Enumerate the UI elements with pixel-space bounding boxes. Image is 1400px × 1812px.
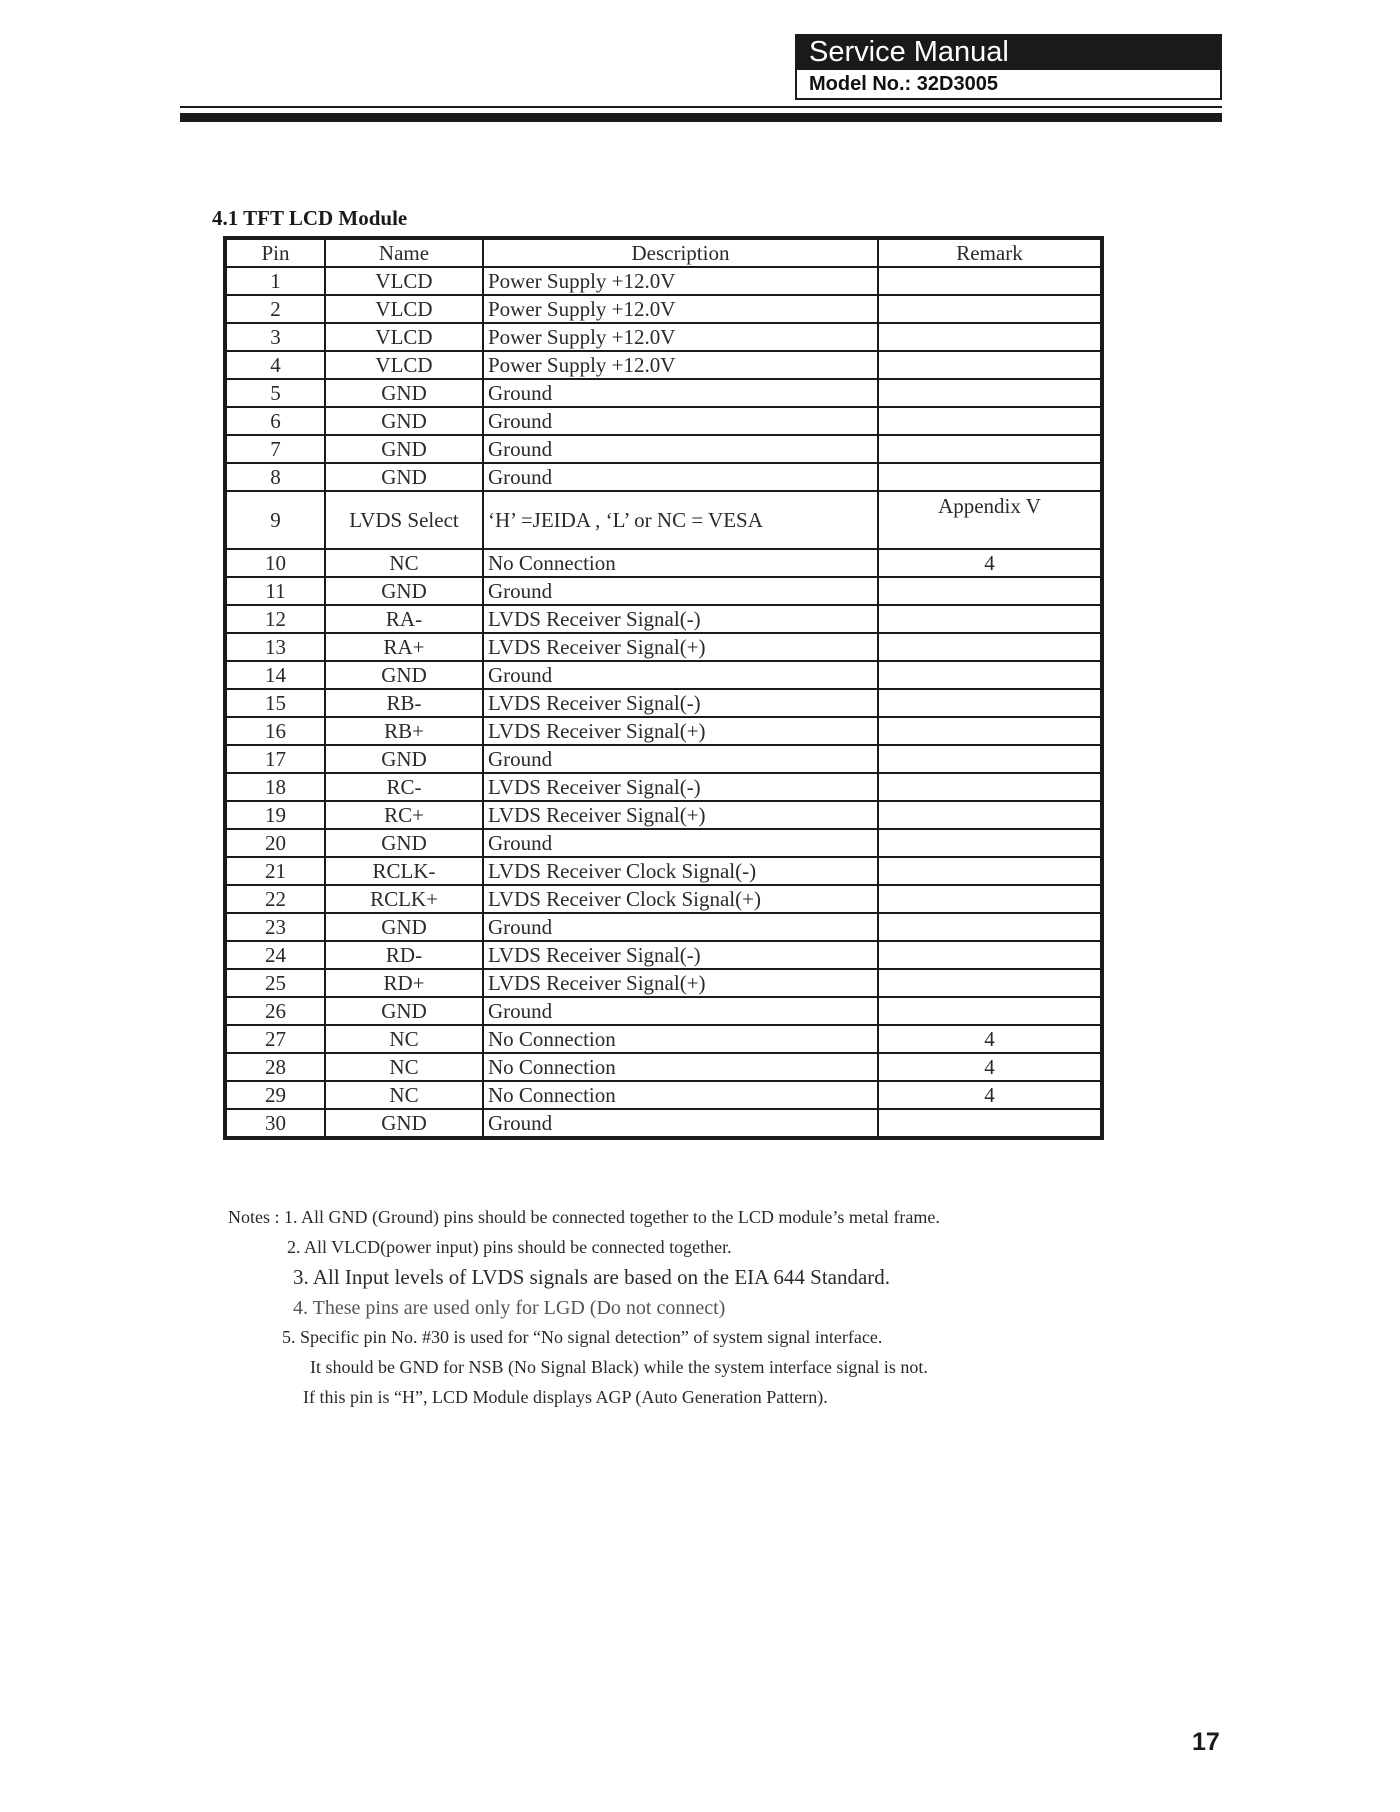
name-cell: RD+ [325, 969, 483, 997]
remark-cell [878, 969, 1102, 997]
name-cell: GND [325, 913, 483, 941]
table-header-row [225, 238, 1102, 267]
remark-cell [878, 829, 1102, 857]
remark-cell: Appendix V [878, 491, 1102, 549]
description-cell: Power Supply +12.0V [483, 267, 878, 295]
note-2: 2. All VLCD(power input) pins should be connected together. [287, 1237, 732, 1257]
note-3: 3. All Input levels of LVDS signals are based on the EIA 644 Standard. [293, 1265, 891, 1289]
name-cell: RCLK- [325, 857, 483, 885]
manual-title: Service Manual [795, 34, 1222, 70]
remark-cell [878, 801, 1102, 829]
header-rule-thick [180, 113, 1222, 122]
name-cell: VLCD [325, 267, 483, 295]
pin-cell: 15 [225, 689, 325, 717]
table-row [225, 605, 1102, 633]
table-row [225, 997, 1102, 1025]
remark-cell [878, 1109, 1102, 1138]
col-header-pin: Pin [225, 238, 325, 267]
pin-cell: 17 [225, 745, 325, 773]
name-cell: NC [325, 549, 483, 577]
pin-cell: 21 [225, 857, 325, 885]
description-cell: Ground [483, 745, 878, 773]
name-cell: NC [325, 1081, 483, 1109]
table-row [225, 633, 1102, 661]
pin-cell: 7 [225, 435, 325, 463]
name-cell: RB- [325, 689, 483, 717]
table-body [225, 267, 1102, 1138]
name-cell: GND [325, 435, 483, 463]
description-cell: LVDS Receiver Signal(-) [483, 689, 878, 717]
table-row [225, 435, 1102, 463]
pin-cell: 29 [225, 1081, 325, 1109]
pin-cell: 22 [225, 885, 325, 913]
remark-cell [878, 661, 1102, 689]
pin-cell: 27 [225, 1025, 325, 1053]
note-5: 5. Specific pin No. #30 is used for “No signal detection” of system signal interface. [282, 1327, 883, 1347]
description-cell: Ground [483, 661, 878, 689]
pin-cell: 24 [225, 941, 325, 969]
note-5-line-3: If this pin is “H”, LCD Module displays AGP (Auto Generation Pattern). [303, 1387, 828, 1407]
description-cell: Power Supply +12.0V [483, 351, 878, 379]
pin-cell: 6 [225, 407, 325, 435]
table-row [225, 717, 1102, 745]
name-cell: GND [325, 745, 483, 773]
name-cell: RC- [325, 773, 483, 801]
description-cell: Power Supply +12.0V [483, 323, 878, 351]
pin-cell: 8 [225, 463, 325, 491]
description-cell: LVDS Receiver Clock Signal(+) [483, 885, 878, 913]
name-cell: GND [325, 829, 483, 857]
name-cell: RA- [325, 605, 483, 633]
remark-cell [878, 689, 1102, 717]
pin-cell: 13 [225, 633, 325, 661]
table-row [225, 773, 1102, 801]
remark-cell [878, 323, 1102, 351]
description-cell: LVDS Receiver Signal(-) [483, 605, 878, 633]
name-cell: VLCD [325, 351, 483, 379]
table-row [225, 969, 1102, 997]
pin-cell: 30 [225, 1109, 325, 1138]
remark-cell [878, 745, 1102, 773]
remark-cell [878, 267, 1102, 295]
table-row [225, 885, 1102, 913]
page-number: 17 [1192, 1728, 1220, 1756]
pin-cell: 4 [225, 351, 325, 379]
pin-cell: 18 [225, 773, 325, 801]
description-cell: Ground [483, 913, 878, 941]
pin-cell: 10 [225, 549, 325, 577]
description-cell: No Connection [483, 549, 878, 577]
header-rule-thin [180, 106, 1222, 108]
description-cell: Ground [483, 997, 878, 1025]
description-cell: Ground [483, 577, 878, 605]
remark-cell [878, 941, 1102, 969]
remark-cell [878, 351, 1102, 379]
header-box [795, 34, 1222, 100]
pin-cell: 26 [225, 997, 325, 1025]
description-cell: Ground [483, 379, 878, 407]
note-5-line-2: It should be GND for NSB (No Signal Black) while the system interface signal is not. [310, 1357, 928, 1377]
table-row [225, 1025, 1102, 1053]
remark-cell [878, 577, 1102, 605]
pin-cell: 28 [225, 1053, 325, 1081]
name-cell: RC+ [325, 801, 483, 829]
description-cell: ‘H’ =JEIDA , ‘L’ or NC = VESA [483, 491, 878, 549]
remark-cell [878, 463, 1102, 491]
name-cell: RCLK+ [325, 885, 483, 913]
table-row [225, 1053, 1102, 1081]
description-cell: LVDS Receiver Signal(+) [483, 717, 878, 745]
table-row [225, 1081, 1102, 1109]
description-cell: No Connection [483, 1053, 878, 1081]
remark-cell: 4 [878, 1081, 1102, 1109]
col-header-name: Name [325, 238, 483, 267]
table-row [225, 661, 1102, 689]
pin-cell: 12 [225, 605, 325, 633]
description-cell: LVDS Receiver Signal(+) [483, 969, 878, 997]
table-row [225, 745, 1102, 773]
name-cell: GND [325, 577, 483, 605]
name-cell: RD- [325, 941, 483, 969]
section-title: 4.1 TFT LCD Module [212, 206, 408, 230]
remark-cell [878, 379, 1102, 407]
name-cell: GND [325, 407, 483, 435]
remark-cell [878, 435, 1102, 463]
pin-cell: 9 [225, 491, 325, 549]
table-row [225, 913, 1102, 941]
model-number: Model No.: 32D3005 [795, 70, 1222, 100]
note-4: 4. These pins are used only for LGD (Do not connect) [293, 1297, 726, 1319]
remark-cell [878, 295, 1102, 323]
table-row [225, 1109, 1102, 1138]
remark-cell [878, 717, 1102, 745]
description-cell: No Connection [483, 1025, 878, 1053]
remark-cell [878, 913, 1102, 941]
remark-cell [878, 885, 1102, 913]
name-cell: GND [325, 997, 483, 1025]
remark-cell [878, 633, 1102, 661]
table-row [225, 549, 1102, 577]
description-cell: LVDS Receiver Signal(-) [483, 941, 878, 969]
description-cell: LVDS Receiver Signal(+) [483, 801, 878, 829]
name-cell: RA+ [325, 633, 483, 661]
description-cell: LVDS Receiver Clock Signal(-) [483, 857, 878, 885]
pin-cell: 19 [225, 801, 325, 829]
pin-cell: 5 [225, 379, 325, 407]
remark-cell: 4 [878, 549, 1102, 577]
table-row [225, 407, 1102, 435]
pin-cell: 16 [225, 717, 325, 745]
name-cell: NC [325, 1053, 483, 1081]
pin-table [223, 236, 1104, 1140]
name-cell: GND [325, 379, 483, 407]
remark-cell [878, 857, 1102, 885]
table-row [225, 829, 1102, 857]
note-1: Notes : 1. All GND (Ground) pins should be connected together to the LCD module’s metal frame. [228, 1207, 940, 1227]
pin-cell: 20 [225, 829, 325, 857]
table-row [225, 689, 1102, 717]
pin-cell: 11 [225, 577, 325, 605]
description-cell: Ground [483, 829, 878, 857]
remark-cell [878, 773, 1102, 801]
col-header-remark: Remark [878, 238, 1102, 267]
description-cell: LVDS Receiver Signal(-) [483, 773, 878, 801]
name-cell: GND [325, 463, 483, 491]
table-row [225, 857, 1102, 885]
description-cell: No Connection [483, 1081, 878, 1109]
description-cell: Ground [483, 1109, 878, 1138]
table-row [225, 379, 1102, 407]
pin-cell: 14 [225, 661, 325, 689]
col-header-description: Description [483, 238, 878, 267]
name-cell: GND [325, 1109, 483, 1138]
remark-cell [878, 407, 1102, 435]
remark-cell: 4 [878, 1053, 1102, 1081]
table-row [225, 351, 1102, 379]
pin-cell: 3 [225, 323, 325, 351]
table-row [225, 491, 1102, 549]
pin-cell: 2 [225, 295, 325, 323]
name-cell: NC [325, 1025, 483, 1053]
name-cell: GND [325, 661, 483, 689]
description-cell: Ground [483, 435, 878, 463]
table-row [225, 801, 1102, 829]
name-cell: VLCD [325, 295, 483, 323]
pin-cell: 1 [225, 267, 325, 295]
pin-cell: 23 [225, 913, 325, 941]
table-row [225, 463, 1102, 491]
table-row [225, 941, 1102, 969]
remark-cell: 4 [878, 1025, 1102, 1053]
name-cell: LVDS Select [325, 491, 483, 549]
name-cell: VLCD [325, 323, 483, 351]
pin-cell: 25 [225, 969, 325, 997]
table-row [225, 577, 1102, 605]
description-cell: LVDS Receiver Signal(+) [483, 633, 878, 661]
table-row [225, 295, 1102, 323]
name-cell: RB+ [325, 717, 483, 745]
description-cell: Ground [483, 407, 878, 435]
remark-cell [878, 997, 1102, 1025]
description-cell: Ground [483, 463, 878, 491]
description-cell: Power Supply +12.0V [483, 295, 878, 323]
table-row [225, 323, 1102, 351]
table-row [225, 267, 1102, 295]
remark-cell [878, 605, 1102, 633]
